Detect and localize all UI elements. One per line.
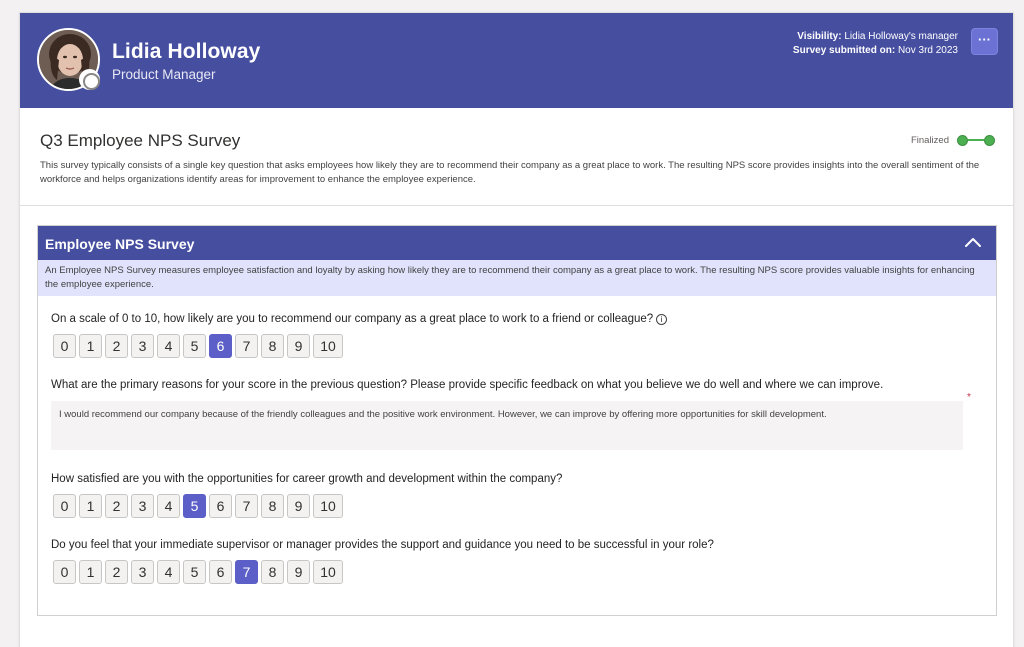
rating-scale-q1 bbox=[53, 334, 346, 358]
survey-header bbox=[20, 108, 1014, 206]
survey-card bbox=[19, 12, 1014, 647]
rating-option-8[interactable]: 8 bbox=[261, 494, 284, 518]
rating-option-4[interactable]: 4 bbox=[157, 334, 180, 358]
rating-option-0[interactable]: 0 bbox=[53, 494, 76, 518]
rating-option-4[interactable]: 4 bbox=[157, 560, 180, 584]
rating-option-9[interactable]: 9 bbox=[287, 494, 310, 518]
status-label: Finalized bbox=[910, 134, 949, 146]
rating-option-6[interactable]: 6 bbox=[209, 494, 232, 518]
required-mark: * bbox=[967, 392, 971, 403]
profile-header bbox=[20, 13, 1014, 108]
rating-option-7[interactable]: 7 bbox=[235, 560, 258, 584]
rating-option-2[interactable]: 2 bbox=[105, 334, 128, 358]
section-header[interactable] bbox=[38, 226, 996, 260]
visibility-label: Visibility: bbox=[797, 31, 842, 42]
rating-option-0[interactable]: 0 bbox=[53, 334, 76, 358]
rating-option-7[interactable]: 7 bbox=[235, 334, 258, 358]
chevron-up-icon[interactable] bbox=[964, 235, 982, 249]
rating-option-7[interactable]: 7 bbox=[235, 494, 258, 518]
rating-scale-q4 bbox=[53, 560, 346, 584]
section-title: Employee NPS Survey bbox=[45, 236, 195, 252]
status-connector bbox=[968, 139, 984, 141]
rating-option-10[interactable]: 10 bbox=[313, 560, 343, 584]
question-1 bbox=[51, 313, 667, 325]
rating-option-2[interactable]: 2 bbox=[105, 560, 128, 584]
rating-option-5[interactable]: 5 bbox=[183, 560, 206, 584]
rating-option-1[interactable]: 1 bbox=[79, 334, 102, 358]
rating-option-8[interactable]: 8 bbox=[261, 560, 284, 584]
submitted-label: Survey submitted on: bbox=[792, 45, 896, 56]
visibility-value: Lidia Holloway's manager bbox=[844, 31, 958, 42]
section-description: An Employee NPS Survey measures employee satisfaction and loyalty by asking how likely they are to recommend their company as a great place to work. The resulting NPS score provides valuable insights for enhancing the employee experience. bbox=[38, 260, 996, 296]
survey-title: Q3 Employee NPS Survey bbox=[40, 131, 241, 150]
rating-option-3[interactable]: 3 bbox=[131, 560, 154, 584]
feedback-textarea[interactable] bbox=[51, 401, 963, 450]
rating-option-6[interactable]: 6 bbox=[209, 560, 232, 584]
rating-option-5[interactable]: 5 bbox=[183, 334, 206, 358]
question-3: How satisfied are you with the opportunities for career growth and development within the company? bbox=[51, 473, 563, 485]
presence-status-icon bbox=[79, 69, 100, 90]
rating-option-0[interactable]: 0 bbox=[53, 560, 76, 584]
rating-option-10[interactable]: 10 bbox=[313, 334, 343, 358]
rating-option-10[interactable]: 10 bbox=[313, 494, 343, 518]
status-dot-icon bbox=[984, 135, 995, 146]
rating-option-9[interactable]: 9 bbox=[287, 334, 310, 358]
rating-option-9[interactable]: 9 bbox=[287, 560, 310, 584]
status-dot-icon bbox=[957, 135, 968, 146]
nps-section bbox=[37, 225, 997, 616]
rating-option-8[interactable]: 8 bbox=[261, 334, 284, 358]
question-4: Do you feel that your immediate supervisor or manager provides the support and guidance you need to be successful in your role? bbox=[51, 539, 714, 551]
survey-meta bbox=[793, 30, 958, 58]
more-options-button[interactable]: ··· bbox=[971, 28, 998, 55]
rating-option-4[interactable]: 4 bbox=[157, 494, 180, 518]
employee-role: Product Manager bbox=[112, 67, 216, 82]
submitted-date: Nov 3rd 2023 bbox=[897, 45, 958, 56]
rating-option-6[interactable]: 6 bbox=[209, 334, 232, 358]
rating-option-3[interactable]: 3 bbox=[131, 334, 154, 358]
rating-option-5[interactable]: 5 bbox=[183, 494, 206, 518]
rating-option-3[interactable]: 3 bbox=[131, 494, 154, 518]
rating-option-1[interactable]: 1 bbox=[79, 560, 102, 584]
status-indicator bbox=[911, 133, 995, 147]
info-icon[interactable]: i bbox=[656, 314, 667, 325]
rating-option-2[interactable]: 2 bbox=[105, 494, 128, 518]
rating-option-1[interactable]: 1 bbox=[79, 494, 102, 518]
employee-name: Lidia Holloway bbox=[112, 40, 261, 63]
rating-scale-q3 bbox=[53, 494, 346, 518]
question-text: On a scale of 0 to 10, how likely are you to recommend our company as a great place to work to a friend or colleague? bbox=[51, 313, 654, 325]
survey-description: This survey typically consists of a single key question that asks employees how likely they are to recommend their company as a great place to work. The resulting NPS score provides insights into the overall sentiment of the workforce and helps organizations identify areas for improvement to enhance the employee experience. bbox=[40, 160, 980, 185]
question-2: What are the primary reasons for your score in the previous question? Please provide specific feedback on what you believe we do well and where we can improve. bbox=[51, 379, 884, 391]
